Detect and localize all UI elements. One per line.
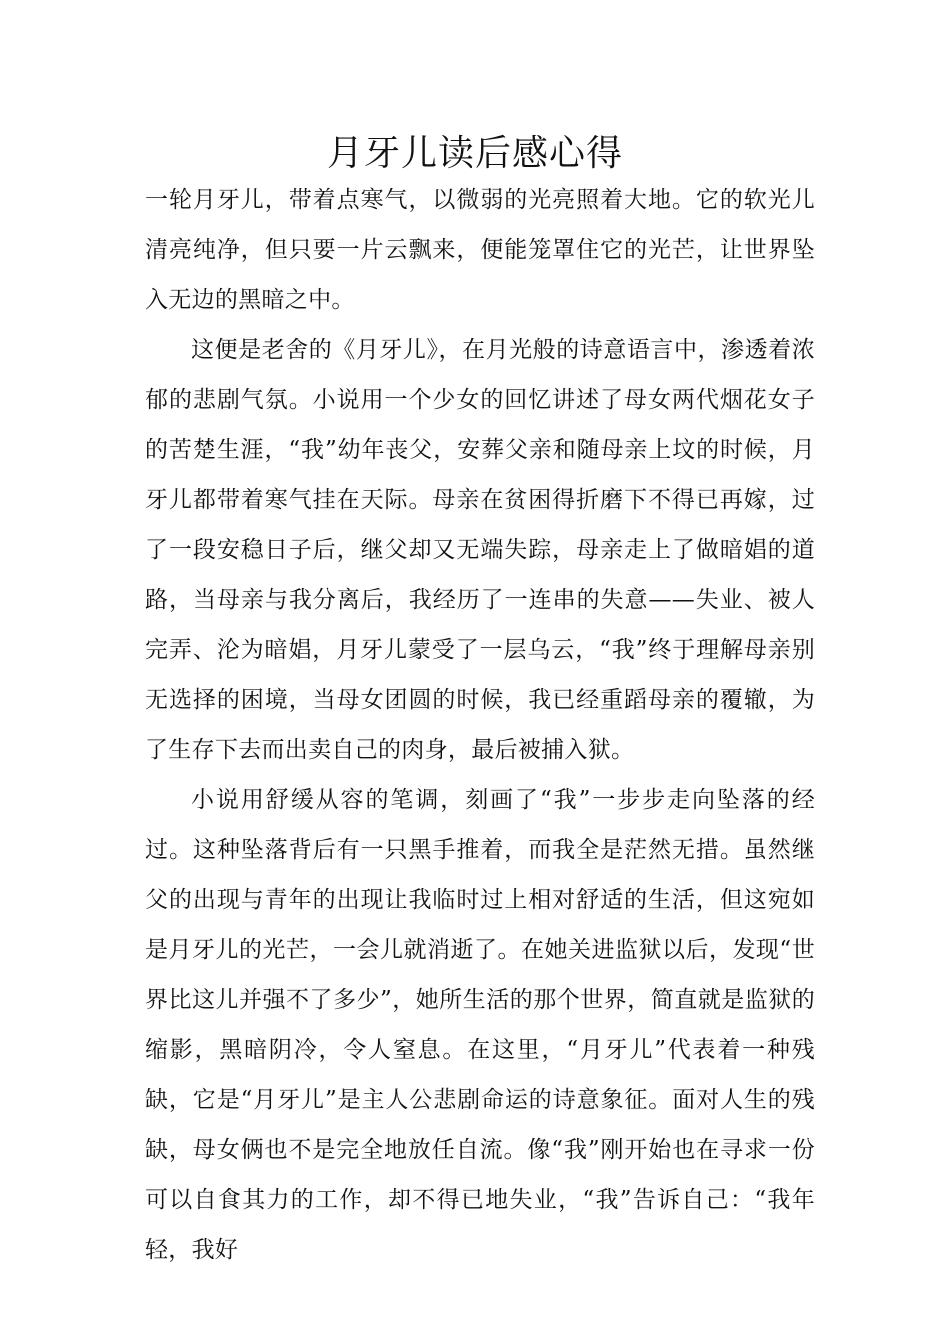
document-title: 月牙儿读后感心得 bbox=[326, 133, 623, 174]
paragraph-2: 这便是老舍的《月牙儿》，在月光般的诗意语言中，渗透着浓郁的悲剧气氛。小说用一个少女的回忆讲述了母女两代烟花女子的苦楚生涯，“我”幼年丧父，安葬父亲和随母亲上坟的时候，月牙儿都带着寒气挂在天际。母亲在贫困得折磨下不得已再嫁，过了一段安稳日子后，继父却又无端失踪，母亲走上了做暗娼的道路，当母亲与我分离后，我经历了一连串的失意——失业、被人完弄、沦为暗娼，月牙儿蒙受了一层乌云，“我”终于理解母亲别无选择的困境，当母女团圆的时候，我已经重蹈母亲的覆辙，为了生存下去而出卖自己的肉身，最后被捕入狱。 bbox=[145, 337, 815, 763]
paragraph-3: 小说用舒缓从容的笔调，刻画了“我”一步步走向坠落的经过。这种坠落背后有一只黑手推着，而我全是茫然无措。虽然继父的出现与青年的出现让我临时过上相对舒适的生活，但这宛如是月牙儿的光芒，一会儿就消逝了。在她关进监狱以后，发现“世界比这儿并强不了多少”，她所生活的那个世界，简直就是监狱的缩影，黑暗阴冷，令人窒息。在这里，“月牙儿”代表着一种残缺，它是“月牙儿”是主人公悲剧命运的诗意象征。面对人生的残缺，母女俩也不是完全地放任自流。像“我”刚开始也在寻求一份可以自食其力的工作，却不得已地失业，“我”告诉自己：“我年轻，我好 bbox=[145, 787, 815, 1263]
paragraph-1: 一轮月牙儿，带着点寒气，以微弱的光亮照着大地。它的软光儿清亮纯净，但只要一片云飘来，便能笼罩住它的光芒，让世界坠入无边的黑暗之中。 bbox=[145, 187, 815, 313]
document-body bbox=[145, 175, 815, 1275]
